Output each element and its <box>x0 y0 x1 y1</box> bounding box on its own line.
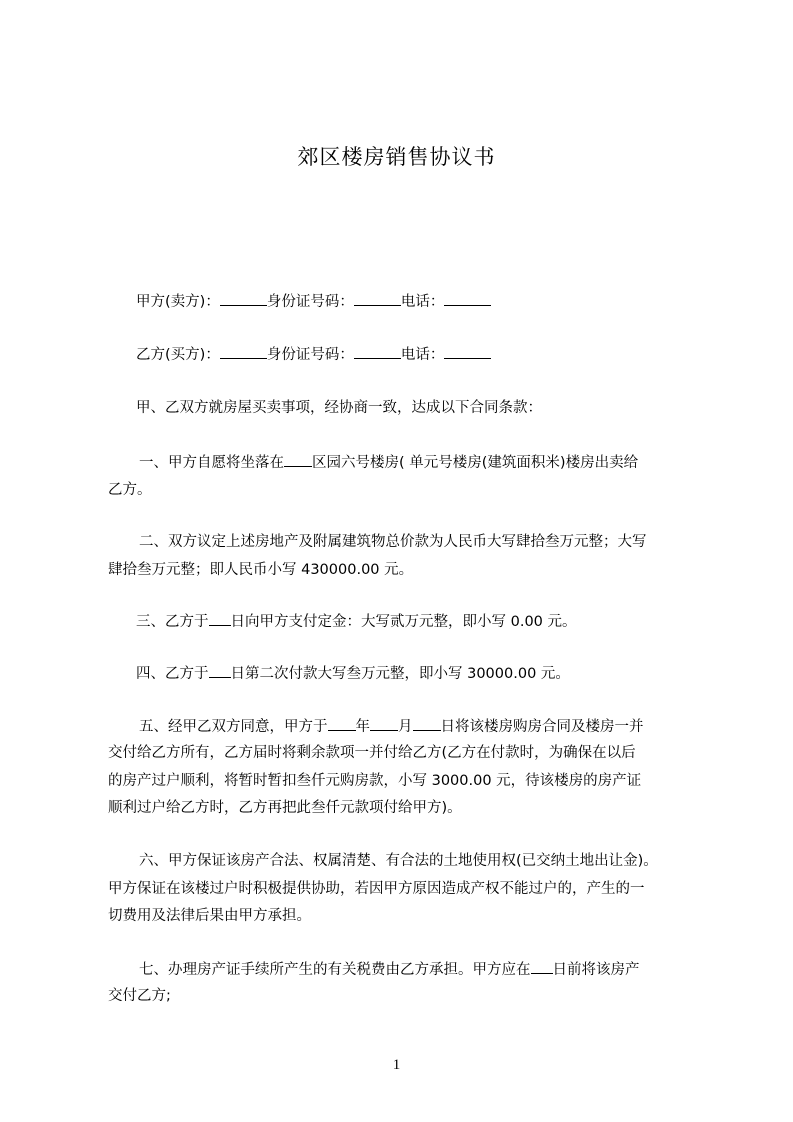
clause-text: 年 <box>355 719 370 735</box>
clause-text: 日前将该房产 <box>552 962 640 978</box>
party-b-phone-label: 电话： <box>400 347 445 363</box>
party-a-label: 甲方(卖方)： <box>136 294 220 310</box>
clause-text: 月 <box>398 719 413 735</box>
page-number: 1 <box>392 1057 401 1073</box>
clause-text: 日第二次付款大写叁万元整，即小写 30000.00 元。 <box>230 666 570 682</box>
clause-1-line-2: 乙方。 <box>108 482 152 498</box>
clause-5-line-4: 顺利过户给乙方时，乙方再把此叁仟元款项付给甲方)。 <box>108 800 462 816</box>
clause-text: 三、乙方于 <box>136 614 209 630</box>
party-a-line <box>136 291 491 312</box>
clause-text: 四、乙方于 <box>136 666 209 682</box>
blank-field <box>531 959 553 974</box>
blank-field <box>413 716 441 731</box>
clause-text: 一、甲方自愿将坐落在 <box>139 455 284 471</box>
clause-7-line-1 <box>139 959 640 980</box>
blank-field <box>209 611 231 626</box>
clause-7-line-2: 交付乙方; <box>108 988 171 1004</box>
clause-5-line-1 <box>139 716 644 737</box>
blank-field <box>370 716 398 731</box>
clause-text: 日向甲方支付定金：大写贰万元整，即小写 0.00 元。 <box>230 614 577 630</box>
blank-field <box>220 291 267 306</box>
blank-field <box>220 344 267 359</box>
clause-text: 五、经甲乙双方同意，甲方于 <box>139 719 328 735</box>
party-b-id-label: 身份证号码： <box>266 347 354 363</box>
clause-6-line-3: 切费用及法律后果由甲方承担。 <box>108 908 311 924</box>
clause-4 <box>136 663 570 684</box>
clause-5-line-2: 交付给乙方所有，乙方届时将剩余款项一并付给乙方(乙方在付款时，为确保在以后 <box>108 745 636 761</box>
party-b-line <box>136 344 491 365</box>
party-a-id-label: 身份证号码： <box>266 294 354 310</box>
blank-field <box>354 344 401 359</box>
blank-field <box>284 452 312 467</box>
clause-text: 区园六号楼房( 单元号楼房(建筑面积米)楼房出卖给 <box>312 455 639 471</box>
clause-2-line-2: 肆拾叁万元整；即人民币小写 430000.00 元。 <box>108 562 414 578</box>
clause-1-line-1 <box>139 452 638 473</box>
blank-field <box>354 291 401 306</box>
intro-paragraph: 甲、乙双方就房屋买卖事项，经协商一致，达成以下合同条款： <box>136 400 542 416</box>
party-b-label: 乙方(买方)： <box>136 347 220 363</box>
clause-3 <box>136 611 577 632</box>
blank-field <box>444 344 491 359</box>
blank-field <box>444 291 491 306</box>
clause-text: 日将该楼房购房合同及楼房一并 <box>440 719 644 735</box>
party-a-phone-label: 电话： <box>400 294 445 310</box>
document-title: 郊区楼房销售协议书 <box>297 145 496 169</box>
clause-text: 七、办理房产证手续所产生的有关税费由乙方承担。甲方应在 <box>139 962 531 978</box>
blank-field <box>209 663 231 678</box>
blank-field <box>328 716 356 731</box>
clause-5-line-3: 的房产过户顺利，将暂时暂扣叁仟元购房款，小写 3000.00 元，待该楼房的房产证 <box>108 773 642 789</box>
clause-6-line-2: 甲方保证在该楼过户时积极提供协助，若因甲方原因造成产权不能过户的，产生的一 <box>108 881 645 897</box>
clause-6-line-1: 六、甲方保证该房产合法、权属清楚、有合法的土地使用权(已交纳土地出让金)。 <box>139 853 658 869</box>
clause-2-line-1: 二、双方议定上述房地产及附属建筑物总价款为人民币大写肆拾叁万元整；大写 <box>139 534 647 550</box>
